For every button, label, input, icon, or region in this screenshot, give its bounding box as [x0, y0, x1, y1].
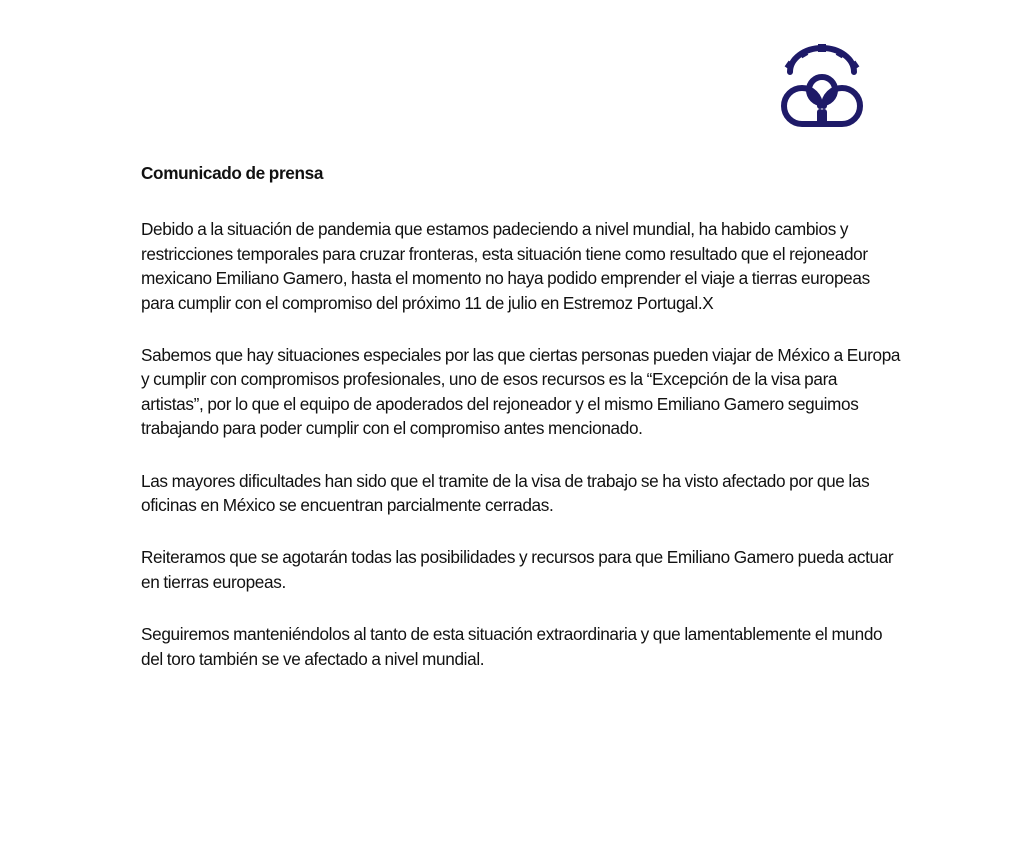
logo-graphic: [776, 44, 866, 136]
paragraph: Reiteramos que se agotarán todas las posibilidades y recursos para que Emiliano Gamero pueda actuar en tierras europeas.: [141, 547, 894, 592]
logo-right-g: [824, 88, 860, 124]
paragraph: Debido a la situación de pandemia que estamos padeciendo a nivel mundial, ha habido cambios y restricciones temporales para cruzar fronteras, esta situación tiene como resultado que el rejoneador mexicano Emiliano Gamero, hasta el momento no haya podido emprender el viaje a tierras europeas para cumplir con el compromiso del próximo 11 de julio en Estremoz Portugal.X: [141, 219, 870, 313]
paragraph: Sabemos que hay situaciones especiales por las que ciertas personas pueden viajar de México a Europa y cumplir con compromisos profesionales, uno de esos recursos es la “Excepción de la visa para artistas”, por lo que el equipo de apoderados del rejoneador y el mismo Emiliano Gamero seguimos trabajando para poder cumplir con el compromiso antes mencionado.: [141, 345, 901, 439]
logo-left-g: [784, 88, 820, 124]
logo-crown-spike: [818, 44, 826, 52]
paragraph: Seguiremos manteniéndolos al tanto de esta situación extraordinaria y que lamentablemente el mundo del toro también se ve afectado a nivel mundial.: [141, 624, 883, 669]
gg-crown-monogram-icon: [776, 44, 866, 136]
press-release-body: [141, 161, 901, 699]
document-title: Comunicado de prensa: [141, 163, 324, 183]
paragraph: Las mayores dificultades han sido que el tramite de la visa de trabajo se ha visto afectado por que las oficinas en México se encuentran parcialmente cerradas.: [141, 470, 870, 516]
